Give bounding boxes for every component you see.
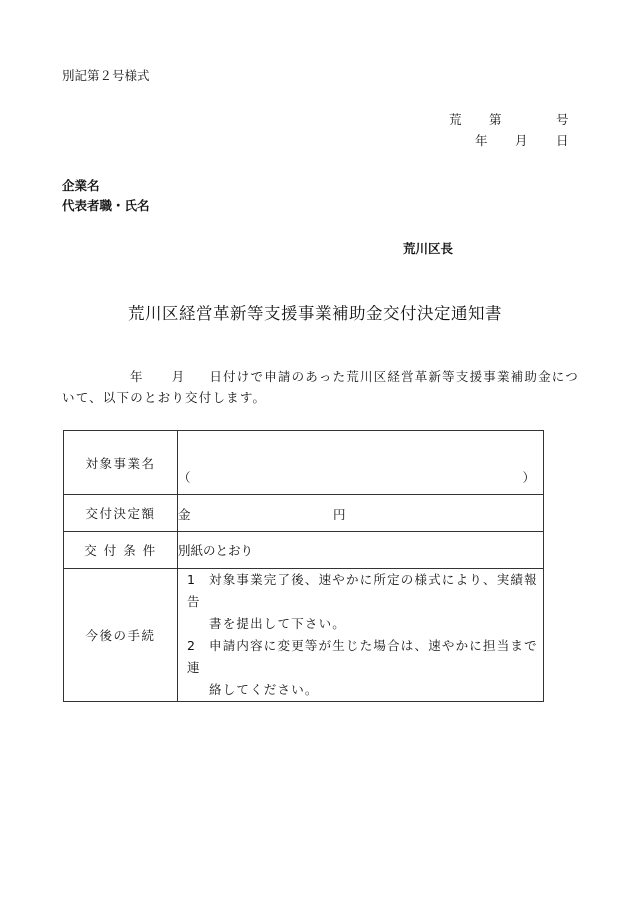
grant-amount-label: 交付決定額 — [64, 495, 178, 532]
paren-close: ） — [522, 470, 535, 485]
issuer-name: 荒川区長 — [403, 241, 454, 256]
table-row — [64, 495, 544, 532]
step-number: 2 — [187, 638, 197, 653]
step-number: 1 — [187, 572, 197, 587]
grant-conditions-value: 別紙のとおり — [178, 532, 544, 569]
form-label: 別記第２号様式 — [62, 68, 150, 83]
table-row — [64, 431, 544, 495]
body-year: 年 — [130, 369, 144, 384]
date-year: 年 — [475, 133, 488, 148]
procedures-cell — [178, 569, 544, 702]
company-name-label: 企業名 — [62, 178, 100, 193]
body-line1-rest: 日付けで申請のあった荒川区経営革新等支援事業補助金につ — [209, 369, 579, 384]
project-name-cell — [178, 431, 544, 495]
date-month: 月 — [515, 133, 528, 148]
decision-table — [63, 430, 544, 702]
body-line-1 — [62, 366, 582, 387]
procedure-step-1 — [187, 569, 543, 613]
step-text: 申請内容に変更等が生じた場合は、速やかに担当まで連 — [187, 638, 538, 675]
body-month: 月 — [171, 369, 186, 384]
procedures-label: 今後の手続 — [64, 569, 178, 702]
body-text — [62, 366, 582, 408]
document-title: 荒川区経営革新等支援事業補助金交付決定通知書 — [128, 304, 502, 323]
date-day: 日 — [556, 133, 569, 148]
procedure-step-2-cont: 絡してください。 — [209, 682, 319, 697]
amount-kin: 金 — [178, 507, 191, 522]
project-name-label: 対象事業名 — [64, 431, 178, 495]
grant-conditions-label: 交 付 条 件 — [64, 532, 178, 569]
table-row — [64, 569, 544, 702]
representative-label: 代表者職・氏名 — [62, 198, 150, 213]
step-text: 対象事業完了後、速やかに所定の様式により、実績報告 — [187, 572, 538, 609]
body-line-2: いて、以下のとおり交付します。 — [62, 390, 267, 405]
number-prefix: 荒 — [449, 112, 462, 127]
procedure-step-2 — [187, 635, 543, 679]
number-go: 号 — [556, 112, 569, 127]
procedure-step-1-cont: 書を提出して下さい。 — [209, 616, 347, 631]
grant-amount-cell — [178, 495, 544, 532]
number-dai: 第 — [489, 112, 502, 127]
table-row — [64, 532, 544, 569]
paren-open: （ — [178, 470, 191, 485]
amount-yen: 円 — [333, 507, 346, 522]
